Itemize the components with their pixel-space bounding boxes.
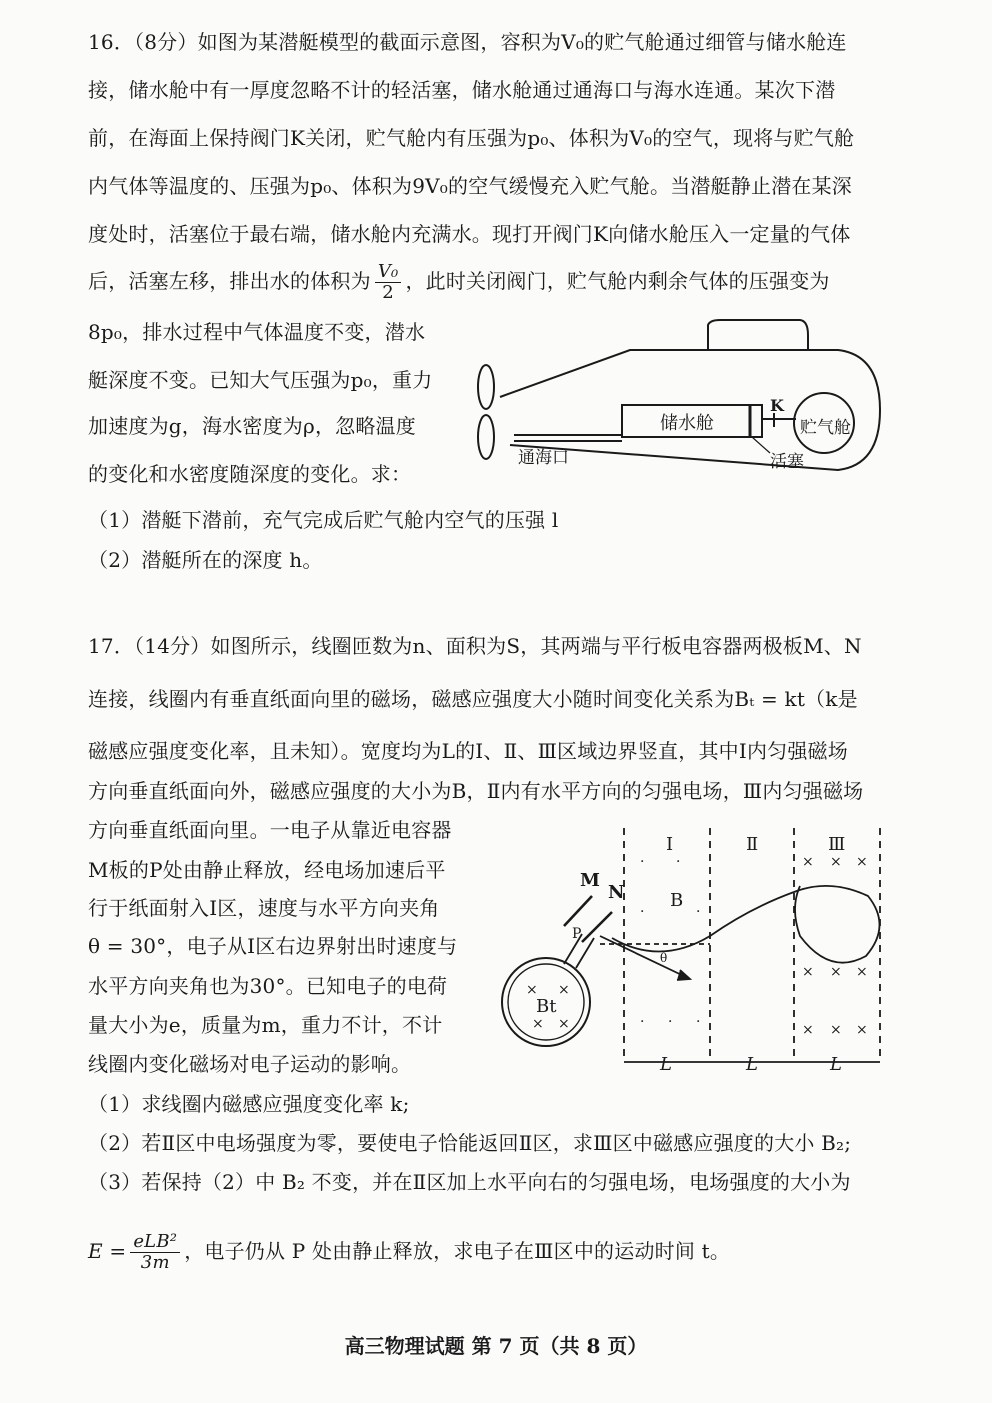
svg-text:·: ·	[696, 904, 701, 920]
formula-lhs: E =	[88, 1239, 127, 1263]
q16-line-5: 度处时，活塞位于最右端，储水舱内充满水。现打开阀门K向储水舱压入一定量的气体	[88, 222, 851, 246]
label-angle-theta: θ	[660, 951, 668, 965]
formula-tail: ，电子仍从 P 处由静止释放，求电子在Ⅲ区中的运动时间 t。	[184, 1239, 731, 1263]
q17-question-1: （1）求线圈内磁感应强度变化率 k;	[88, 1092, 410, 1116]
label-valve-k: K	[770, 396, 784, 415]
q17-narrow-4: θ = 30°，电子从Ⅰ区右边界射出时速度与	[88, 934, 458, 958]
q16-line-6	[88, 262, 910, 303]
svg-text:·: ·	[668, 1014, 673, 1030]
q16-line-6b: ，此时关闭阀门，贮气舱内剩余气体的压强变为	[405, 269, 830, 293]
q17-line-1: 17．（14分）如图所示，线圈匝数为n、面积为S，其两端与平行板电容器两极板M、N	[88, 634, 862, 658]
svg-text:×: ×	[802, 1022, 814, 1038]
svg-text:·: ·	[640, 904, 645, 920]
label-coil-bt: Bt	[536, 996, 557, 1017]
volume-fraction	[375, 262, 402, 303]
svg-text:×: ×	[830, 964, 842, 980]
q16-line-6a: 后，活塞左移，排出水的体积为	[88, 269, 371, 293]
label-sea-inlet: 通海口	[518, 448, 569, 468]
q16-line-3: 前，在海面上保持阀门K关闭，贮气舱内有压强为p₀、体积为V₀的空气，现将与贮气舱	[88, 126, 855, 150]
formula-numerator: eLB²	[130, 1232, 180, 1253]
label-width-3: L	[830, 1054, 842, 1075]
svg-text:×: ×	[856, 1022, 868, 1038]
svg-text:×: ×	[830, 1022, 842, 1038]
fraction-numerator: V₀	[375, 262, 402, 283]
svg-text:×: ×	[526, 982, 538, 998]
svg-text:×: ×	[856, 854, 868, 870]
q17-narrow-5: 水平方向夹角也为30°。已知电子的电荷	[88, 974, 448, 998]
q17-narrow-2: M板的P处由静止释放，经电场加速后平	[88, 858, 446, 882]
formula-denominator: 3m	[140, 1252, 170, 1273]
q17-narrow-6: 量大小为e，质量为m，重力不计，不计	[88, 1013, 443, 1037]
fraction-denominator: 2	[382, 282, 394, 303]
q16-narrow-4: 的变化和水密度随深度的变化。求：	[88, 462, 412, 486]
label-region-3: Ⅲ	[828, 834, 846, 855]
label-width-1: L	[660, 1054, 672, 1075]
q16-narrow-3: 加速度为g，海水密度为ρ，忽略温度	[88, 414, 416, 438]
field-fraction	[130, 1232, 180, 1273]
svg-text:·: ·	[640, 854, 645, 870]
label-storage-chamber: 储水舱	[660, 413, 714, 434]
submarine-figure	[470, 315, 910, 475]
label-air-chamber: 贮气舱	[800, 418, 851, 438]
q16-line-2: 接，储水舱中有一厚度忽略不计的轻活塞，储水舱通过通海口与海水连通。某次下潜	[88, 78, 836, 102]
label-piston: 活塞	[770, 452, 804, 472]
svg-text:·: ·	[696, 1014, 701, 1030]
svg-text:×: ×	[856, 964, 868, 980]
label-region-2: Ⅱ	[746, 834, 759, 855]
svg-text:×: ×	[802, 964, 814, 980]
svg-text:×: ×	[802, 854, 814, 870]
field-symbols	[526, 854, 868, 1038]
svg-text:·: ·	[640, 1014, 645, 1030]
q16-question-1: （1）潜艇下潜前，充气完成后贮气舱内空气的压强 l	[88, 508, 559, 532]
q17-line-4: 方向垂直纸面向外，磁感应强度的大小为B，Ⅱ内有水平方向的匀强电场，Ⅲ内匀强磁场	[88, 779, 864, 803]
label-point-p: P	[572, 926, 582, 942]
q17-question-3: （3）若保持（2）中 B₂ 不变，并在Ⅱ区加上水平向右的匀强电场，电场强度的大小为	[88, 1170, 851, 1194]
label-width-2: L	[746, 1054, 758, 1075]
q16-line-4: 内气体等温度的、压强为p₀、体积为9V₀的空气缓慢充入贮气舱。当潜艇静止潜在某深	[88, 174, 853, 198]
svg-text:×: ×	[558, 982, 570, 998]
q17-narrow-3: 行于纸面射入Ⅰ区，速度与水平方向夹角	[88, 896, 440, 920]
q17-formula-line	[88, 1232, 910, 1273]
q16-line-1: 16．（8分）如图为某潜艇模型的截面示意图，容积为V₀的贮气舱通过细管与储水舱连	[88, 30, 847, 54]
q17-line-2: 连接，线圈内有垂直纸面向里的磁场，磁感应强度大小随时间变化关系为Bₜ = kt（k是	[88, 687, 858, 711]
q16-narrow-2: 艇深度不变。已知大气压强为p₀，重力	[88, 368, 433, 392]
svg-text:×: ×	[558, 1016, 570, 1032]
label-plate-n: N	[608, 882, 625, 903]
label-field-b: B	[670, 890, 684, 911]
q17-narrow-1: 方向垂直纸面向里。一电子从靠近电容器	[88, 818, 452, 842]
label-plate-m: M	[580, 870, 600, 891]
q16-narrow-1: 8p₀，排水过程中气体温度不变，潜水	[88, 320, 426, 344]
svg-text:×: ×	[532, 1016, 544, 1032]
svg-text:×: ×	[830, 854, 842, 870]
field-figure	[500, 826, 890, 1086]
q17-question-2: （2）若Ⅱ区中电场强度为零，要使电子恰能返回Ⅱ区，求Ⅲ区中磁感应强度的大小 B₂;	[88, 1131, 852, 1155]
svg-text:·: ·	[676, 854, 681, 870]
label-region-1: Ⅰ	[666, 834, 674, 855]
q16-question-2: （2）潜艇所在的深度 h。	[88, 548, 323, 572]
q17-line-3: 磁感应强度变化率，且未知）。宽度均为L的Ⅰ、Ⅱ、Ⅲ区域边界竖直，其中Ⅰ内匀强磁场	[88, 739, 848, 763]
q17-narrow-7: 线圈内变化磁场对电子运动的影响。	[88, 1052, 412, 1076]
page-footer: 高三物理试题 第 7 页（共 8 页）	[344, 1334, 648, 1358]
